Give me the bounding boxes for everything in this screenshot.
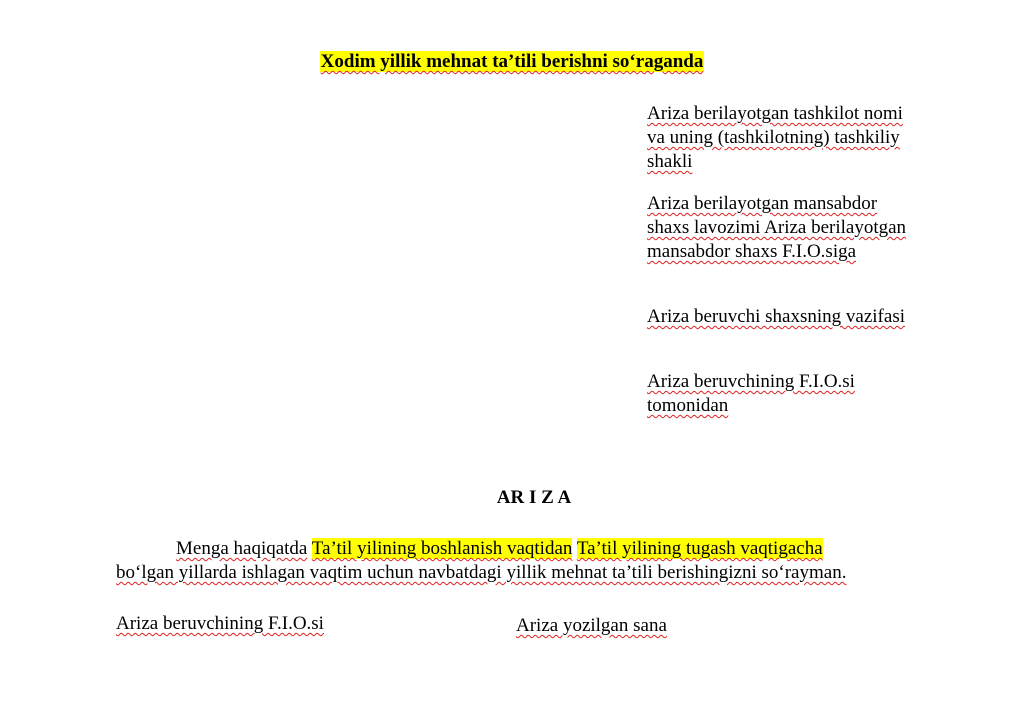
addressee-official-text: Ariza berilayotgan mansabdor shaxs lavozimi Ariza berilayotgan mansabdor shaxs F.I.O.siga — [647, 193, 907, 262]
application-heading-text: AR I Z A — [496, 487, 572, 508]
applicant-name — [647, 370, 907, 418]
leave-end-field: Ta’til yilining tugash vaqtigacha — [576, 538, 823, 559]
signature-date-text: Ariza yozilgan sana — [516, 615, 667, 636]
signature-name-text: Ariza beruvchining F.I.O.si — [116, 613, 324, 634]
body-intro: Menga haqiqatda — [176, 538, 308, 559]
body-paragraph-line-2 — [116, 561, 846, 585]
applicant-position-text: Ariza beruvchi shaxsning vazifasi — [647, 306, 905, 327]
applicant-name-text: Ariza beruvchining F.I.O.si tomonidan — [647, 371, 855, 416]
addressee-official — [647, 192, 907, 264]
leave-start-field: Ta’til yilining boshlanish vaqtidan — [311, 538, 573, 559]
signature-name — [116, 612, 324, 636]
document-title-text: Xodim yillik mehnat ta’tili berishni so‘raganda — [320, 51, 704, 72]
signature-date — [516, 614, 667, 638]
application-heading — [0, 486, 1024, 510]
body-rest: bo‘lgan yillarda ishlagan vaqtim uchun navbatdagi yillik mehnat ta’tili berishingizni so‘rayman. — [116, 562, 847, 583]
document-title — [0, 50, 1024, 74]
body-paragraph-line-1 — [176, 537, 823, 561]
applicant-position — [647, 305, 907, 329]
addressee-organization-text: Ariza berilayotgan tashkilot nomi va uning (tashkilotning) tashkiliy shakli — [647, 103, 903, 172]
addressee-organization — [647, 102, 907, 174]
